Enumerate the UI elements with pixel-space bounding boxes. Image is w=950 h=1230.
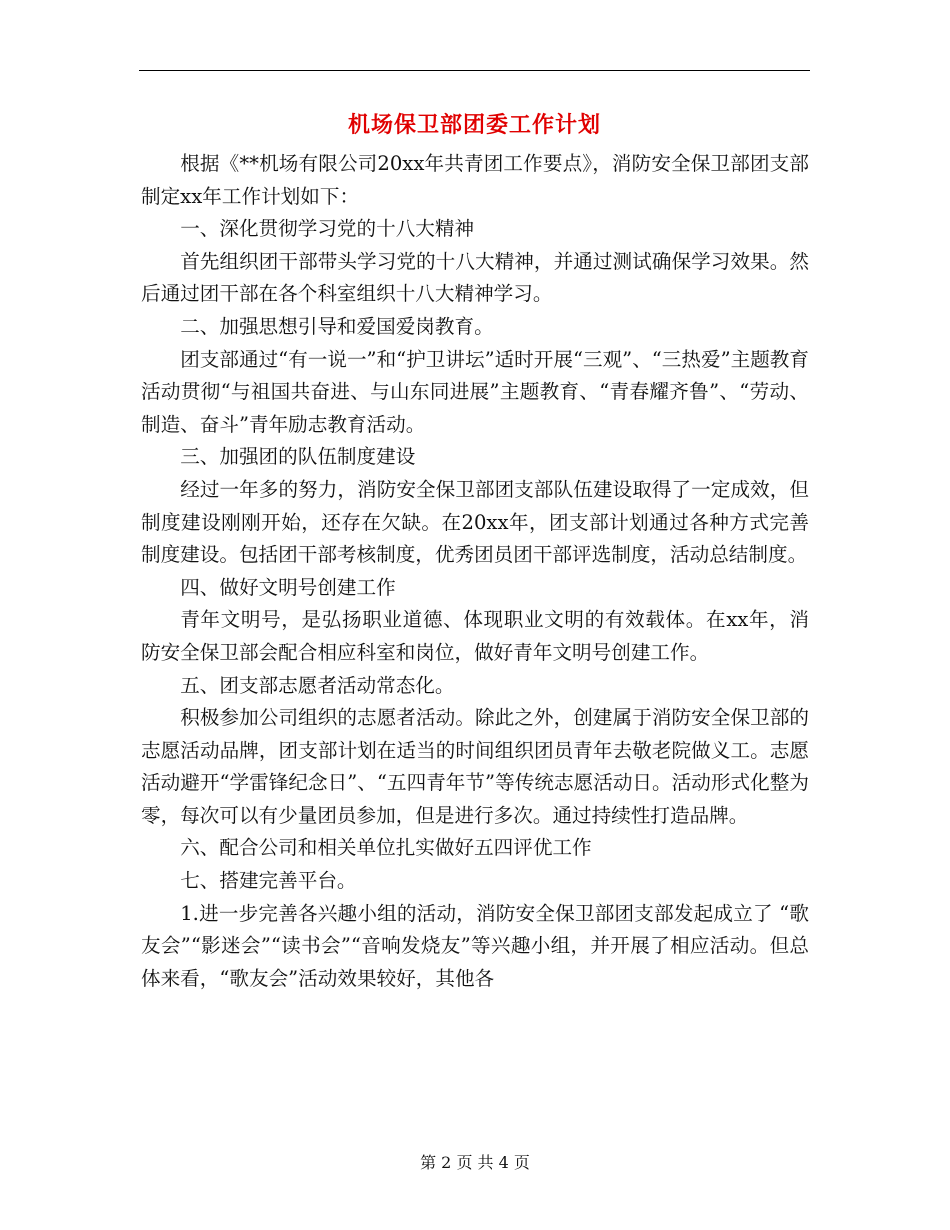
paragraph-section-7-item-1: 1.进一步完善各兴趣小组的活动，消防安全保卫部团支部发起成立了 “歌友会”“影迷会”“读书会”“音响发烧友”等兴趣小组，并开展了相应活动。但总体来看，“歌友会”活动效果较好，其他各 [141,901,809,990]
paragraph-intro: 根据《**机场有限公司20xx年共青团工作要点》，消防安全保卫部团支部制定xx年工作计划如下： [141,152,809,208]
paragraph-section-2: 团支部通过“有一说一”和“护卫讲坛”适时开展“三观”、“三热爱”主题教育活动贯彻“与祖国共奋进、与山东同进展”主题教育、“青春耀齐鲁”、“劳动、制造、奋斗”青年励志教育活动。 [141,347,809,436]
section-heading-4: 四、做好文明号创建工作 [180,575,396,599]
section-heading-1: 一、深化贯彻学习党的十八大精神 [180,217,475,241]
document-body [141,148,809,995]
section-heading-2: 二、加强思想引导和爱国爱岗教育。 [180,314,494,338]
page-footer: 第 2 页 共 4 页 [420,1153,530,1172]
document-title: 机场保卫部团委工作计划 [347,112,601,138]
section-heading-6: 六、配合公司和相关单位扎实做好五四评优工作 [180,836,592,860]
paragraph-section-5: 积极参加公司组织的志愿者活动。除此之外，创建属于消防安全保卫部的志愿活动品牌，团支部计划在适当的时间组织团员青年去敬老院做义工。志愿活动避开“学雷锋纪念日”、“五四青年节”等传统志愿活动日。活动形式化整为零，每次可以有少量团员参加，但是进行多次。通过持续性打造品牌。 [141,706,809,827]
section-heading-3: 三、加强团的队伍制度建设 [180,445,416,469]
section-heading-5: 五、团支部志愿者活动常态化。 [180,673,455,697]
paragraph-section-1: 首先组织团干部带头学习党的十八大精神，并通过测试确保学习效果。然后通过团干部在各个科室组织十八大精神学习。 [141,249,809,306]
section-heading-7: 七、搭建完善平台。 [180,869,357,893]
paragraph-section-4: 青年文明号，是弘扬职业道德、体现职业文明的有效载体。在xx年，消防安全保卫部会配合相应科室和岗位，做好青年文明号创建工作。 [141,608,809,664]
header-rule [139,70,810,71]
paragraph-section-3: 经过一年多的努力，消防安全保卫部团支部队伍建设取得了一定成效，但制度建设刚刚开始，还存在欠缺。在20xx年，团支部计划通过各种方式完善制度建设。包括团干部考核制度，优秀团员团干部评选制度，活动总结制度。 [141,477,809,567]
